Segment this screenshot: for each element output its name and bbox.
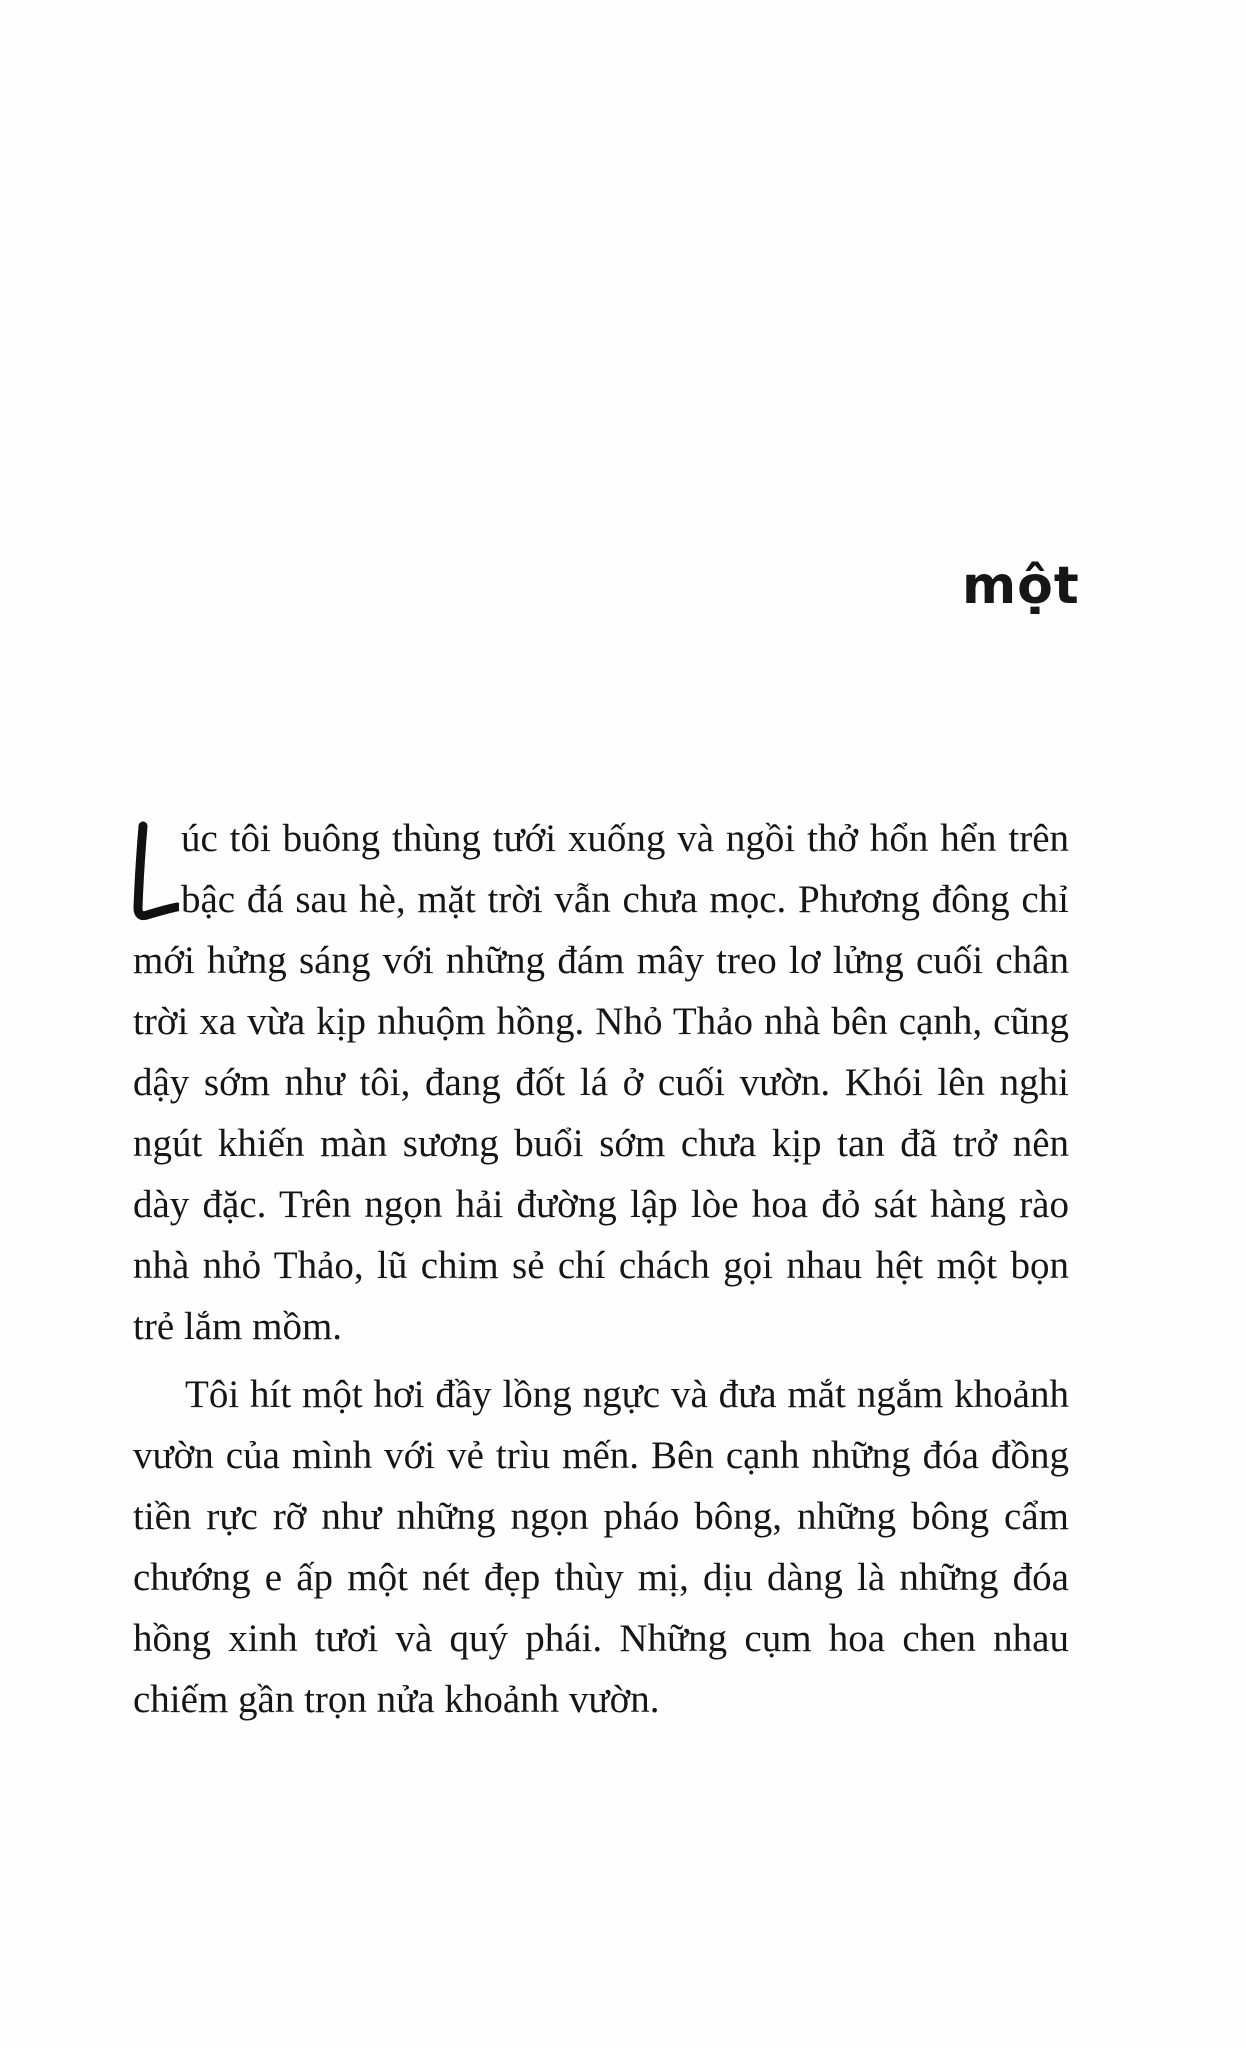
paragraph-1 bbox=[133, 808, 1069, 1357]
chapter-body bbox=[133, 808, 1069, 1730]
drop-cap-l-glyph bbox=[133, 820, 179, 924]
paragraph-1-text: úc tôi buông thùng tưới xuống và ngồi thở hổn hển trên bậc đá sau hè, mặt trời vẫn chưa mọc. Phương đông chỉ mới hửng sáng với những đám mây treo lơ lửng cuối chân trời xa vừa kịp nhuộm hồng. Nhỏ Thảo nhà bên cạnh, cũng dậy sớm như tôi, đang đốt lá ở cuối vườn. Khói lên nghi ngút khiến màn sương buổi sớm chưa kịp tan đã trở nên dày đặc. Trên ngọn hải đường lập lòe hoa đỏ sát hàng rào nhà nhỏ Thảo, lũ chim sẻ chí chách gọi nhau hệt một bọn trẻ lắm mồm. bbox=[133, 817, 1069, 1348]
drop-cap bbox=[133, 820, 179, 924]
paragraph-2 bbox=[133, 1364, 1069, 1730]
paragraph-2-text: Tôi hít một hơi đầy lồng ngực và đưa mắt ngắm khoảnh vườn của mình với vẻ trìu mến. Bên cạnh những đóa đồng tiền rực rỡ như những ngọn pháo bông, những bông cẩm chướng e ấp một nét đẹp thùy mị, dịu dàng là những đóa hồng xinh tươi và quý phái. Những cụm hoa chen nhau chiếm gần trọn nửa khoảnh vườn. bbox=[133, 1373, 1069, 1721]
chapter-title: một bbox=[962, 556, 1080, 616]
